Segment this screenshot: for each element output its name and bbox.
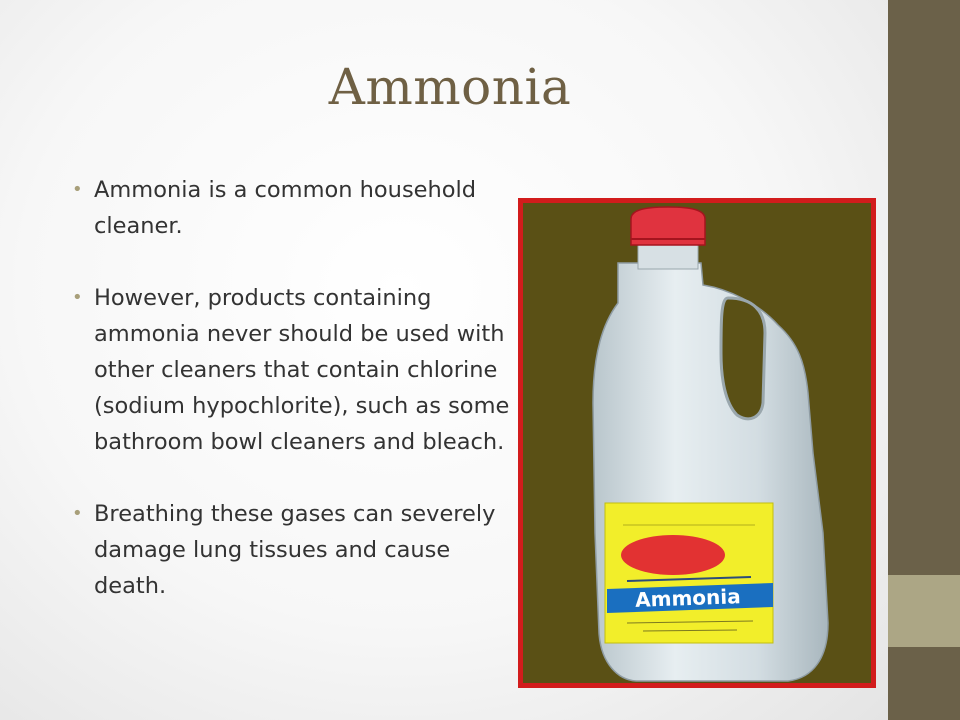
bullet-item [72,280,512,460]
ammonia-bottle-photo [518,198,876,688]
bullet-text: Breathing these gases can severely damage lung tissues and cause death. [94,501,496,599]
bullet-text: However, products containing ammonia never should be used with other cleaners that contain chlorine (sodium hypochlorite), such as some bathroom bowl cleaners and bleach. [94,285,510,455]
bullet-icon: • [72,287,83,308]
handle-opening-icon [721,298,765,419]
jug-neck-icon [638,243,698,269]
bottle-illustration-icon [523,203,871,683]
bullet-list [72,172,512,640]
bullet-item [72,496,512,604]
red-oval-icon [621,535,725,575]
bullet-item [72,172,512,244]
bottle-label-text: Ammonia [634,584,742,612]
side-bar-accent [888,575,960,647]
bullet-icon: • [72,503,83,524]
slide-title: Ammonia [328,58,572,116]
bullet-text: Ammonia is a common household cleaner. [94,177,477,239]
bullet-icon: • [72,179,83,200]
